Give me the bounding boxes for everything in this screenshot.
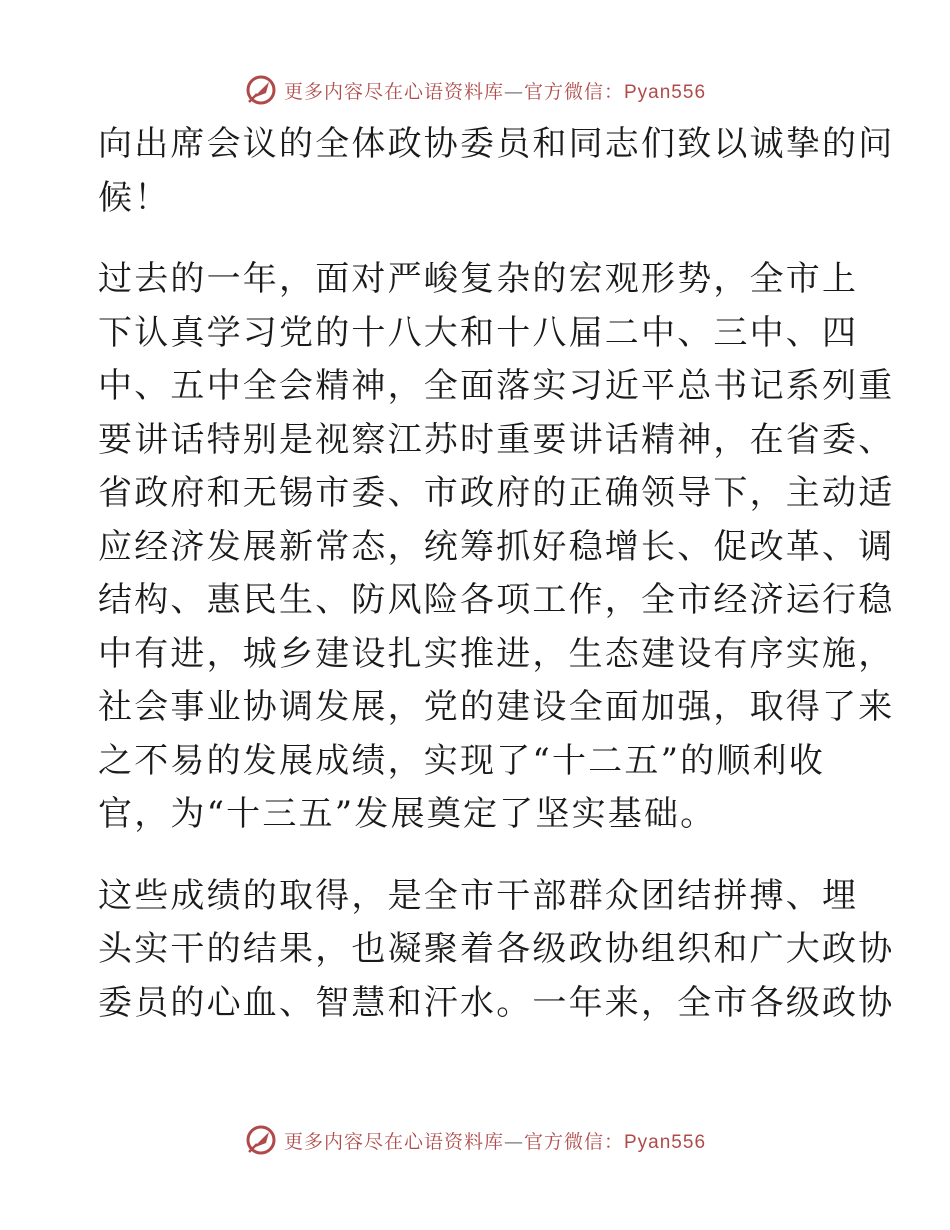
header-banner — [0, 70, 950, 110]
text-line: 下认真学习党的十八大和十八届二中、三中、四 — [98, 312, 859, 353]
text-line: 结构、惠民生、防风险各项工作，全市经济运行稳 — [98, 580, 895, 620]
footer-banner — [0, 1120, 950, 1160]
banner-separator: — — [503, 1130, 524, 1153]
text-line: 社会事业协调发展，党的建设全面加强，取得了来 — [98, 687, 895, 727]
text-line: 向出席会议的全体政协委员和同志们致以诚挚的问 — [98, 124, 895, 164]
banner-wechat-id: Pyan556 — [624, 81, 707, 103]
paragraph-2 — [98, 253, 895, 842]
text-line: 头实干的结果，也凝聚着各级政协组织和广大政协 — [98, 929, 895, 969]
document-body — [98, 118, 895, 1030]
text-line: 官，为“十三五”发展奠定了坚实基础。 — [98, 794, 717, 834]
quill-logo-icon — [244, 73, 278, 107]
banner-main-text: 更多内容尽在心语资料库 — [283, 80, 504, 103]
banner-separator: — — [503, 80, 524, 103]
text-line: 委员的心血、智慧和汗水。一年来，全市各级政协 — [98, 982, 895, 1023]
text-line: 要讲话特别是视察江苏时重要讲话精神，在省委、 — [98, 419, 895, 460]
text-line: 省政府和无锡市委、市政府的正确领导下，主动适 — [98, 473, 895, 513]
banner-wechat-label: 官方微信： — [523, 1130, 624, 1153]
banner-wechat-label: 官方微信： — [523, 80, 624, 103]
text-line: 之不易的发展成绩，实现了“十二五”的顺利收 — [98, 740, 825, 781]
text-line: 中、五中全会精神，全面落实习近平总书记系列重 — [98, 366, 895, 406]
text-line: 应经济发展新常态，统筹抓好稳增长、促改革、调 — [98, 526, 895, 567]
text-line: 这些成绩的取得，是全市干部群众团结拼搏、埋 — [98, 875, 859, 916]
paragraph-1 — [98, 118, 895, 225]
banner-text — [284, 1127, 706, 1154]
text-line: 中有进，城乡建设扎实推进，生态建设有序实施， — [98, 633, 895, 674]
banner-text — [284, 77, 706, 104]
text-line: 过去的一年，面对严峻复杂的宏观形势，全市上 — [98, 259, 859, 299]
banner-main-text: 更多内容尽在心语资料库 — [283, 1130, 504, 1153]
banner-wechat-id: Pyan556 — [624, 1131, 707, 1153]
text-line: 候！ — [98, 177, 171, 218]
paragraph-3 — [98, 870, 895, 1031]
quill-logo-icon — [244, 1123, 278, 1157]
